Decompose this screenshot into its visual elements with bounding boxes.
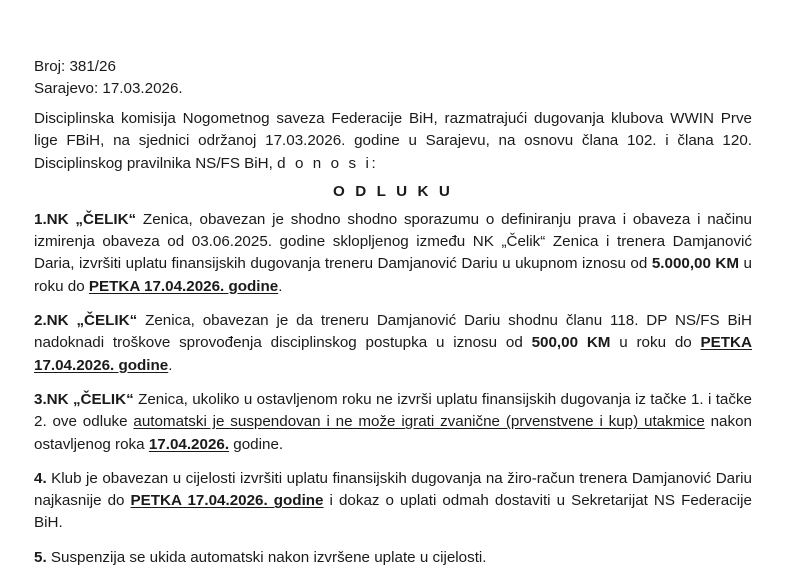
item-text-part-3: godine. [229, 435, 284, 453]
club-name: NK „ČELIK“ [46, 210, 137, 228]
item-text-part-1: Zenica, obavezan je da treneru Damjanović Dariu shodnu članu 118. DP NS/FS BiH nadoknadi troškove sprovođenja disciplinskog postupka u iznosu od [34, 312, 752, 352]
item-text-part-2: u roku do [34, 255, 752, 295]
donosi-text: d o n o s i: [277, 154, 379, 172]
decision-item-1 [34, 209, 752, 298]
item-number: 5. [34, 548, 47, 566]
deadline-date: PETKA 17.04.2026. godine [34, 334, 752, 374]
reference-line [34, 56, 752, 78]
intro-text: Disciplinska komisija Nogometnog saveza Federacije BiH, razmatrajući dugovanja klubova WWIN Prve lige FBiH, na sjednici održanoj 17.03.2026. godine u Sarajevu, na osnovu člana 102. i člana 120. Disciplinskog pravilnika NS/FS BiH, [34, 110, 752, 172]
decision-item-4 [34, 468, 752, 535]
decision-item-3 [34, 389, 752, 456]
document-date: 17.03.2026. [102, 79, 183, 97]
club-name: NK „ČELIK“ [46, 312, 138, 330]
item-text-part-2: nakon ostavljenog roka [34, 413, 752, 453]
document-body [34, 56, 752, 569]
item-text-part-2: u roku do [610, 334, 701, 352]
item-text-part-1: Zenica, ukoliko u ostavljenom roku ne izvrši uplatu finansijskih dugovanja iz tačke 1. i tačke 2. ove odluke [34, 390, 752, 431]
item-text-part-3: . [168, 356, 173, 374]
amount-value: 500,00 KM [531, 334, 611, 352]
item-text-part-2: i dokaz o uplati odmah dostaviti u Sekretarijat NS Federacije BiH. [34, 492, 752, 532]
amount-value: 5.000,00 KM [651, 255, 740, 273]
place-date-line [34, 78, 752, 100]
reference-label: Broj: [34, 58, 66, 75]
deadline-date: 17.04.2026. [148, 435, 230, 453]
item-number: 1. [34, 210, 47, 228]
item-text-part-3: . [278, 277, 283, 295]
item-number: 3. [34, 390, 47, 408]
item-number: 2. [34, 312, 47, 330]
deadline-date: PETKA 17.04.2026. godine [88, 277, 279, 295]
item-text-part-1: Zenica, obavezan je shodno shodno sporazumu o definiranju prava i obaveza i načinu izmirenja obaveza od 03.06.2025. godine sklopljenog između NK „Čelik“ Zenica i trenera Damjanović Daria, izvršiti uplatu finansijskih dugovanja treneru Damjanović Dariu u ukupnom iznosu od [34, 210, 752, 273]
place-label: Sarajevo: [34, 79, 99, 97]
reference-number: 381/26 [69, 58, 116, 75]
deadline-date: PETKA 17.04.2026. godine [130, 492, 324, 510]
intro-paragraph [34, 108, 752, 175]
decision-item-2 [34, 310, 752, 377]
decision-heading: O D L U K U [333, 182, 453, 200]
item-number: 4. [34, 469, 47, 487]
suspension-clause: automatski je suspendovan i ne može igrati zvanične (prvenstvene i kup) utakmice [133, 413, 705, 431]
item-text-part-1: Suspenzija se ukida automatski nakon izvršene uplate u cijelosti. [46, 548, 487, 566]
document-header [34, 56, 752, 99]
decision-item-5 [34, 547, 752, 569]
item-text-part-1: Klub je obavezan u cijelosti izvršiti uplatu finansijskih dugovanja na žiro-račun trenera Damjanović Dariu najkasnije do [34, 469, 752, 510]
club-name: NK „ČELIK“ [46, 390, 134, 408]
